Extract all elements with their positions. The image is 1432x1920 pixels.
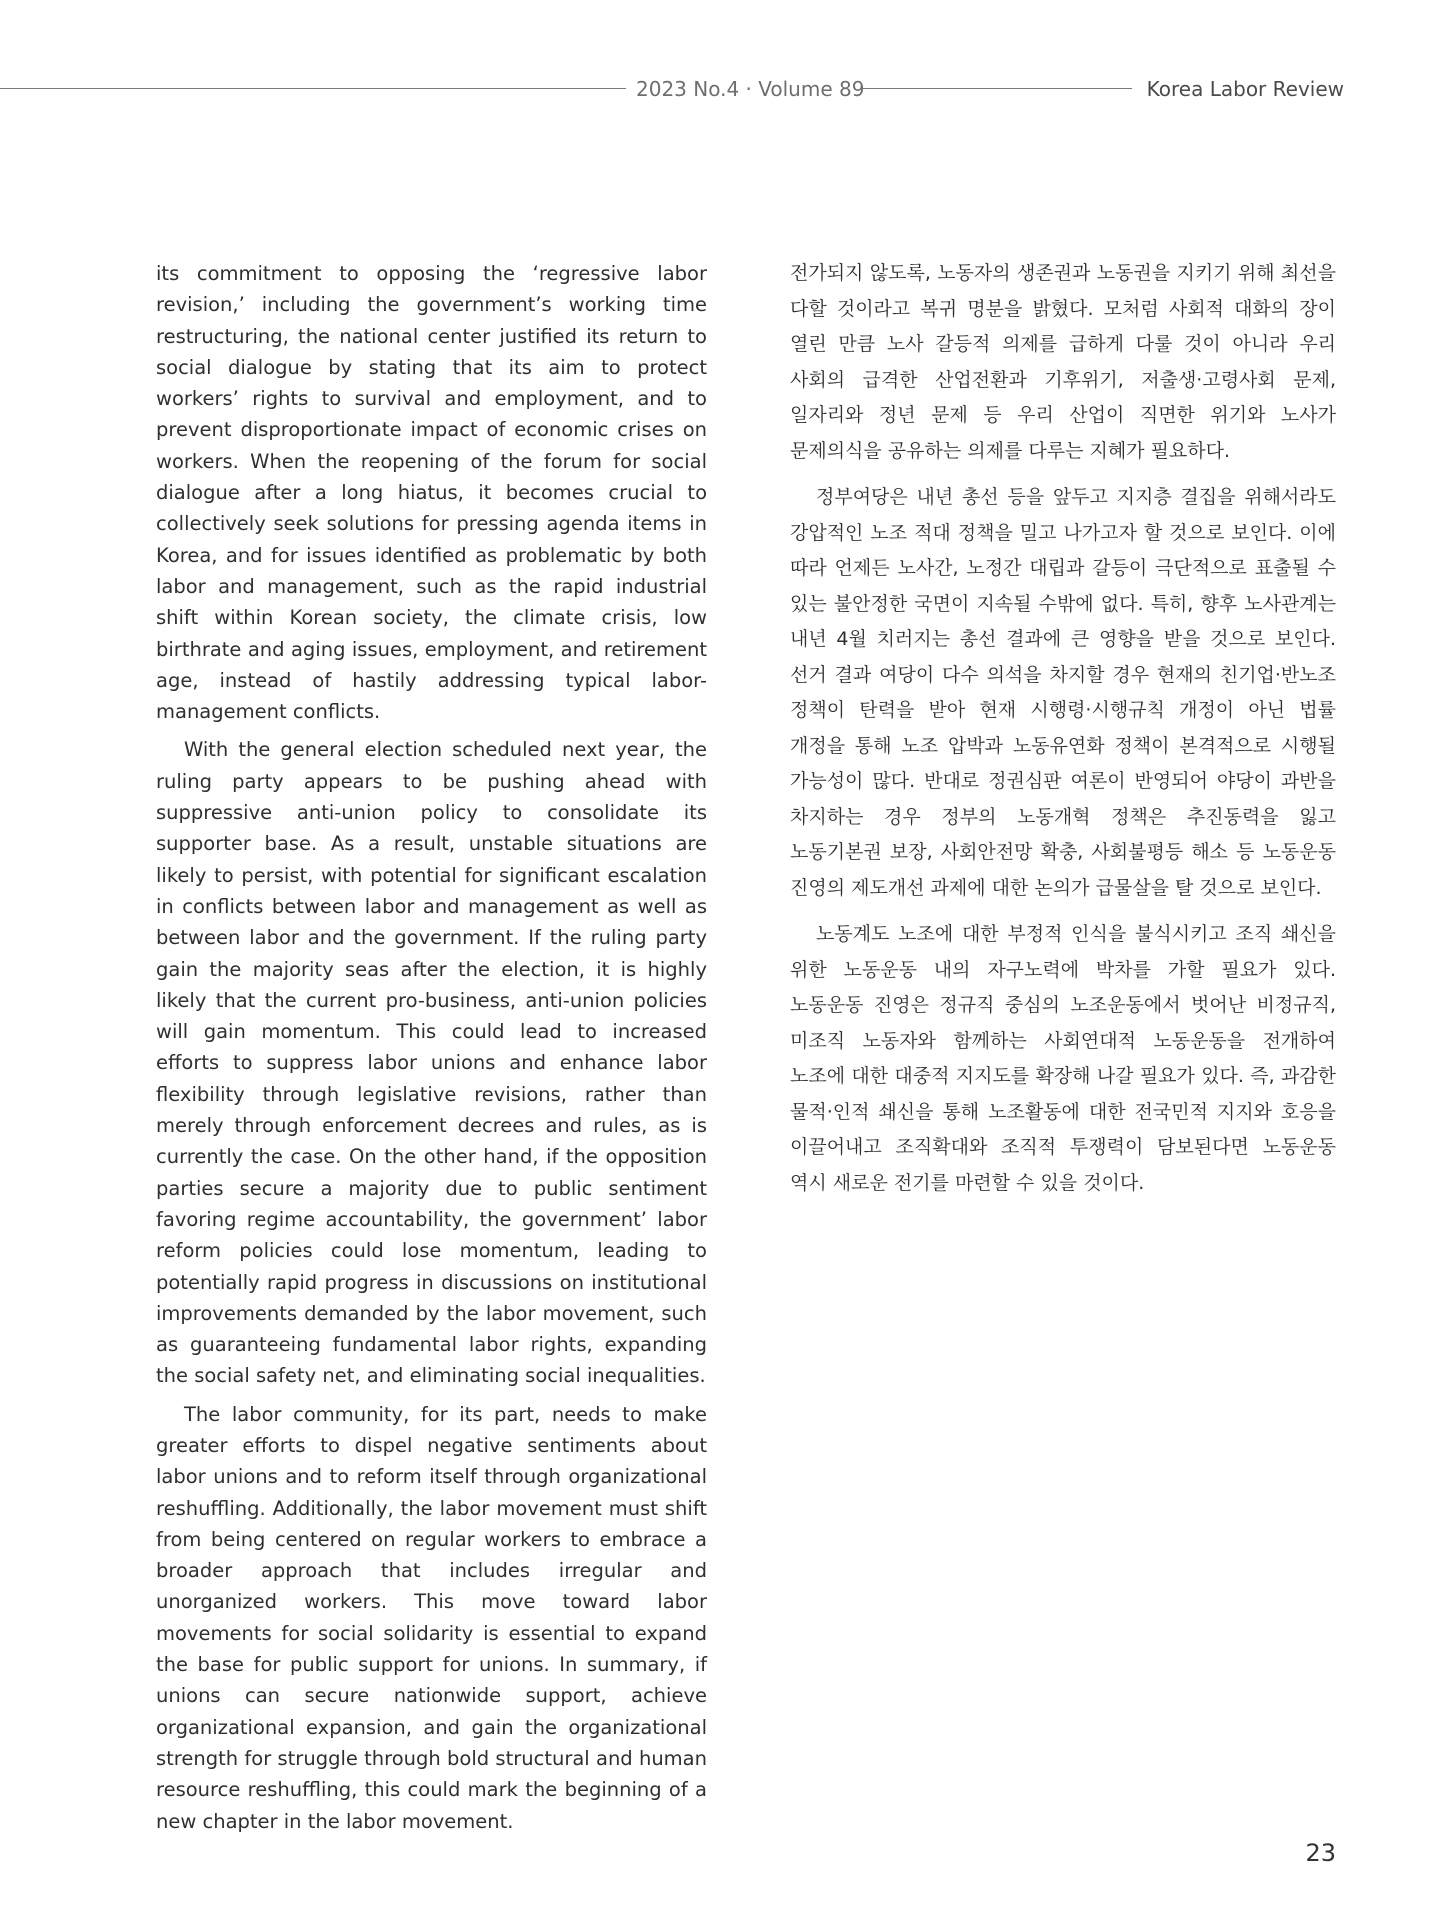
korean-paragraph-3: 노동계도 노조에 대한 부정적 인식을 불식시키고 조직 쇄신을 위한 노동운동 내의 자구노력에 박차를 가할 필요가 있다. 노동운동 진영은 정규직 중심의 노조운동에서 벗어난 비정규직, 미조직 노동자와 함께하는 사회연대적 노동운동을 전개하여 노조에 대한 대중적 지지도를 확장해 나갈 필요가 있다. 즉, 과감한 물적·인적 쇄신을 통해 노조활동에 대한 전국민적 지지와 호응을 이끌어내고 조직확대와 조직적 투쟁력이 담보된다면 노동운동 역시 새로운 전기를 마련할 수 있을 것이다. bbox=[790, 923, 1336, 1194]
journal-title: Korea Labor Review bbox=[1146, 77, 1344, 101]
english-column bbox=[156, 258, 707, 1837]
running-header bbox=[0, 76, 1432, 102]
issue-info: 2023 No.4 · Volume 89 bbox=[636, 77, 865, 101]
english-paragraph-2: With the general election scheduled next year, the ruling party appears to be pushing ahead with suppressive anti-union policy to consolidate its supporter base. As a result, unstable situations are likely to persist, with potential for significant escalation in conflicts between labor and management as well as between labor and the government. If the ruling party gain the majority seas after the election, it is highly likely that the current pro-business, anti-union policies will gain momentum. This could lead to increased efforts to suppress labor unions and enhance labor flexibility through legislative revisions, rather than merely through enforcement decrees and rules, as is currently the case. On the other hand, if the opposition parties secure a majority due to public sentiment favoring regime accountability, the government’ labor reform policies could lose momentum, leading to potentially rapid progress in discussions on institutional improvements demanded by the labor movement, such as guaranteeing fundamental labor rights, expanding the social safety net, and eliminating social inequalities. bbox=[156, 738, 707, 1388]
page-number: 23 bbox=[1305, 1839, 1336, 1867]
english-paragraph-3: The labor community, for its part, needs to make greater efforts to dispel negative sentiments about labor unions and to reform itself through organizational reshuffling. Additionally, the labor movement must shift from being centered on regular workers to embrace a broader approach that includes irregular and unorganized workers. This move toward labor movements for social solidarity is essential to expand the base for public support for unions. In summary, if unions can secure nationwide support, achieve organizational expansion, and gain the organizational strength for struggle through bold structural and human resource reshuffling, this could mark the beginning of a new chapter in the labor movement. bbox=[156, 1402, 707, 1833]
header-rule-left bbox=[0, 88, 626, 89]
english-paragraph-1: its commitment to opposing the ‘regressive labor revision,’ including the government’s working time restructuring, the national center justified its return to social dialogue by stating that its aim to protect workers’ rights to survival and employment, and to prevent disproportionate impact of economic crises on workers. When the reopening of the forum for social dialogue after a long hiatus, it becomes crucial to collectively seek solutions for pressing agenda items in Korea, and for issues identified as problematic by both labor and management, such as the rapid industrial shift within Korean society, the climate crisis, low birthrate and aging issues, employment, and retirement age, instead of hastily addressing typical labor-management conflicts. bbox=[156, 262, 707, 724]
korean-paragraph-1: 전가되지 않도록, 노동자의 생존권과 노동권을 지키기 위해 최선을 다할 것이라고 복귀 명분을 밝혔다. 모처럼 사회적 대화의 장이 열린 만큼 노사 갈등적 의제를 급하게 다룰 것이 아니라 우리 사회의 급격한 산업전환과 기후위기, 저출생·고령사회 문제, 일자리와 정년 문제 등 우리 산업이 직면한 위기와 노사가 문제의식을 공유하는 의제를 다루는 지혜가 필요하다. bbox=[790, 262, 1336, 462]
korean-paragraph-2: 정부여당은 내년 총선 등을 앞두고 지지층 결집을 위해서라도 강압적인 노조 적대 정책을 밀고 나가고자 할 것으로 보인다. 이에 따라 언제든 노사간, 노정간 대립과 갈등이 극단적으로 표출될 수 있는 불안정한 국면이 지속될 수밖에 없다. 특히, 향후 노사관계는 내년 4월 치러지는 총선 결과에 큰 영향을 받을 것으로 보인다. 선거 결과 여당이 다수 의석을 차지할 경우 현재의 친기업·반노조 정책이 탄력을 받아 현재 시행령·시행규칙 개정이 아닌 법률 개정을 통해 노조 압박과 노동유연화 정책이 본격적으로 시행될 가능성이 많다. 반대로 정권심판 여론이 반영되어 야당이 과반을 차지하는 경우 정부의 노동개혁 정책은 추진동력을 잃고 노동기본권 보장, 사회안전망 확충, 사회불평등 해소 등 노동운동 진영의 제도개선 과제에 대한 논의가 급물살을 탈 것으로 보인다. bbox=[790, 486, 1336, 899]
header-rule-middle bbox=[862, 88, 1132, 89]
korean-column bbox=[790, 256, 1336, 1201]
